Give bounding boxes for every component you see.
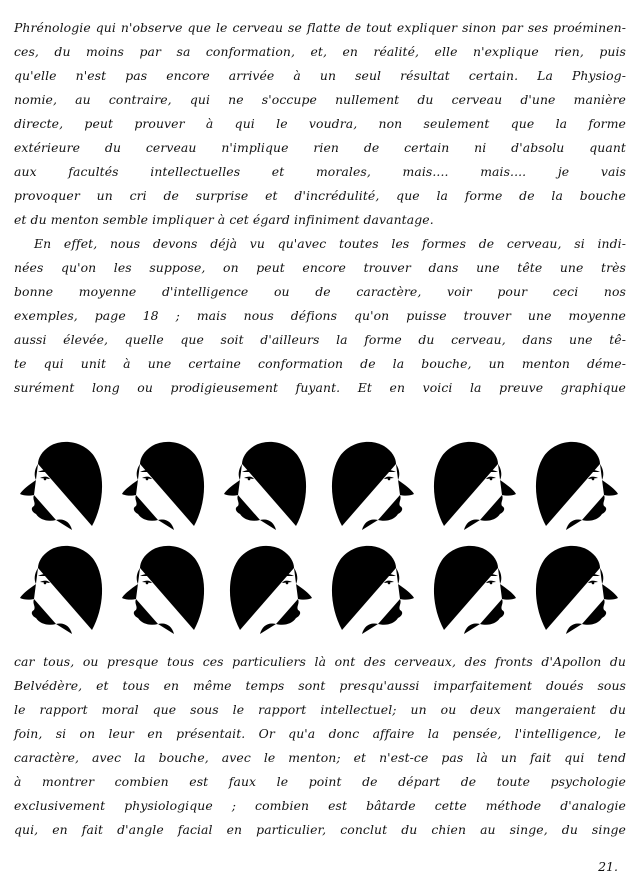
text-line: aux facultés intellectuelles et morales, mais.... mais.... je vais (14, 164, 626, 179)
text-line: exemples, page 18 ; mais nous défions qu'on puisse trouver une moyenne (14, 308, 626, 323)
face-profile (230, 546, 312, 634)
text-line: Phrénologie qui n'observe que le cerveau se flatte de tout expliquer sinon par ses proéminen- (14, 20, 626, 35)
text-line: qui, en fait d'angle facial en particulier, conclut du chien au singe, du singe (14, 822, 626, 837)
face-profile (224, 442, 306, 530)
text-line: ces, du moins par sa conformation, et, en réalité, elle n'explique rien, puis (14, 44, 626, 59)
face-profile (122, 442, 204, 530)
text-line: surément long ou prodigieusement fuyant. Et en voici la preuve graphique (14, 380, 626, 395)
profile-faces-drawing (12, 428, 628, 642)
text-line: foin, si on leur en présentait. Or qu'a donc affaire la pensée, l'intelligence, le (14, 726, 626, 741)
text-block-bottom (14, 650, 626, 842)
text-line: à montrer combien est faux le point de départ de toute psychologie (14, 774, 626, 789)
face-profile (332, 442, 414, 530)
text-line: et du menton semble impliquer à cet égard infiniment davantage. (14, 212, 434, 227)
text-line: provoquer un cri de surprise et d'incrédulité, que la forme de la bouche (14, 188, 626, 203)
text-line: bonne moyenne d'intelligence ou de caractère, voir pour ceci nos (14, 284, 626, 299)
face-profile (20, 546, 102, 634)
face-profile (536, 546, 618, 634)
text-line: extérieure du cerveau n'implique rien de certain ni d'absolu quant (14, 140, 626, 155)
text-line: directe, peut prouver à qui le voudra, non seulement que la forme (14, 116, 626, 131)
text-block-top (14, 16, 626, 400)
page-number: 21. (598, 859, 618, 874)
face-profile (536, 442, 618, 530)
face-profile (434, 546, 516, 634)
profile-faces-figure (12, 428, 628, 642)
text-line: exclusivement physiologique ; combien est bâtarde cette méthode d'analogie (14, 798, 626, 813)
text-line: caractère, avec la bouche, avec le menton; et n'est-ce pas là un fait qui tend (14, 750, 626, 765)
text-line: qu'elle n'est pas encore arrivée à un seul résultat certain. La Physiog- (14, 68, 626, 83)
text-line: En effet, nous devons déjà vu qu'avec toutes les formes de cerveau, si indi- (34, 236, 626, 251)
text-line: nées qu'on les suppose, on peut encore trouver dans une tête une très (14, 260, 626, 275)
face-profile (332, 546, 414, 634)
text-line: nomie, au contraire, qui ne s'occupe nullement du cerveau d'une manière (14, 92, 626, 107)
text-line: le rapport moral que sous le rapport intellectuel; un ou deux mangeraient du (14, 702, 626, 717)
text-line: aussi élevée, quelle que soit d'ailleurs la forme du cerveau, dans une tê- (14, 332, 626, 347)
face-profile (434, 442, 516, 530)
text-line: car tous, ou presque tous ces particuliers là ont des cerveaux, des fronts d'Apollon du (14, 654, 626, 669)
face-profile (122, 546, 204, 634)
text-line: te qui unit à une certaine conformation de la bouche, un menton déme- (14, 356, 626, 371)
text-line: Belvédère, et tous en même temps sont presqu'aussi imparfaitement doués sous (14, 678, 626, 693)
face-profile (20, 442, 102, 530)
